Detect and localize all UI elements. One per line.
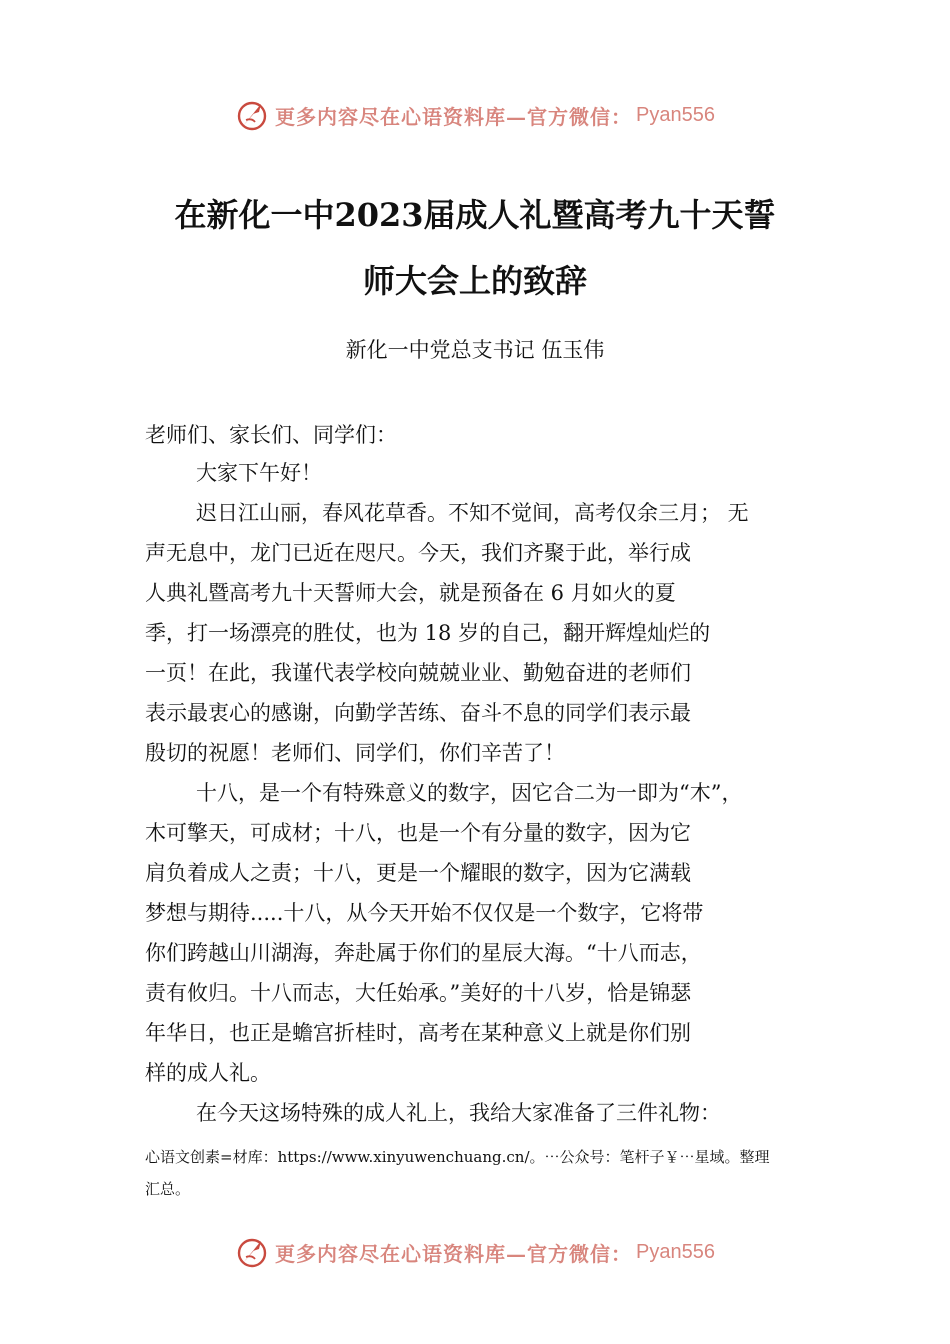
banner-text: 更多内容尽在心语资料库—官方微信： <box>275 104 633 129</box>
quill-pen-logo-icon <box>235 1235 269 1269</box>
banner-wechat-id: Pyan556 <box>636 103 715 126</box>
footer-banner <box>0 1232 950 1272</box>
author-byline: 新化一中党总支书记 伍玉伟 <box>345 338 605 362</box>
paragraph-line: 责有攸归。十八而志，大任始承。”美好的十八岁，恰是锦瑟 <box>145 981 692 1005</box>
paragraph-line: 木可擎天，可成材；十八，也是一个有分量的数字，因为它 <box>145 821 691 845</box>
paragraph-line: 肩负着成人之责；十八，更是一个耀眼的数字，因为它满载 <box>145 861 691 885</box>
source-note-line-2: 汇总。 <box>145 1180 191 1198</box>
document-title-line-2: 师大会上的致辞 <box>362 262 587 300</box>
header-banner <box>0 95 950 135</box>
greeting-line: 大家下午好！ <box>196 461 322 485</box>
paragraph-line: 你们跨越山川湖海，奔赴属于你们的星辰大海。“十八而志， <box>145 941 702 965</box>
paragraph-line: 迟日江山丽，春风花草香。不知不觉间，高考仅余三月； 无 <box>196 501 749 525</box>
salutation-line: 老师们、家长们、同学们： <box>145 423 397 447</box>
paragraph-line: 梦想与期待.....十八，从今天开始不仅仅是一个数字，它将带 <box>145 901 704 925</box>
paragraph-line: 样的成人礼。 <box>145 1061 271 1085</box>
paragraph-line: 人典礼暨高考九十天誓师大会，就是预备在 6 月如火的夏 <box>145 581 676 605</box>
paragraph-line: 殷切的祝愿！老师们、同学们，你们辛苦了！ <box>145 741 565 765</box>
paragraph-line: 季，打一场漂亮的胜仗，也为 18 岁的自己，翻开辉煌灿烂的 <box>145 621 711 645</box>
paragraph-line: 十八，是一个有特殊意义的数字，因它合二为一即为“木”， <box>196 781 743 805</box>
source-note-line-1: 心语文创素=材库：https://www.xinyuwenchuang.cn/。⋯公众号：笔杆子￥⋯星域。整理 <box>145 1148 770 1166</box>
paragraph-line: 一页！在此，我谨代表学校向兢兢业业、勤勉奋进的老师们 <box>145 661 691 685</box>
banner-wechat-id: Pyan556 <box>636 1240 715 1263</box>
quill-pen-logo-icon <box>235 98 269 132</box>
banner-text: 更多内容尽在心语资料库—官方微信： <box>275 1241 633 1266</box>
document-title-line-1: 在新化一中2023届成人礼暨高考九十天誓 <box>174 196 776 234</box>
paragraph-line: 年华日，也正是蟾宫折桂时，高考在某种意义上就是你们别 <box>145 1021 691 1045</box>
paragraph-line: 声无息中，龙门已近在咫尺。今天，我们齐聚于此，举行成 <box>145 541 691 565</box>
paragraph-line: 在今天这场特殊的成人礼上，我给大家准备了三件礼物： <box>196 1101 721 1125</box>
paragraph-line: 表示最衷心的感谢，向勤学苦练、奋斗不息的同学们表示最 <box>145 701 691 725</box>
